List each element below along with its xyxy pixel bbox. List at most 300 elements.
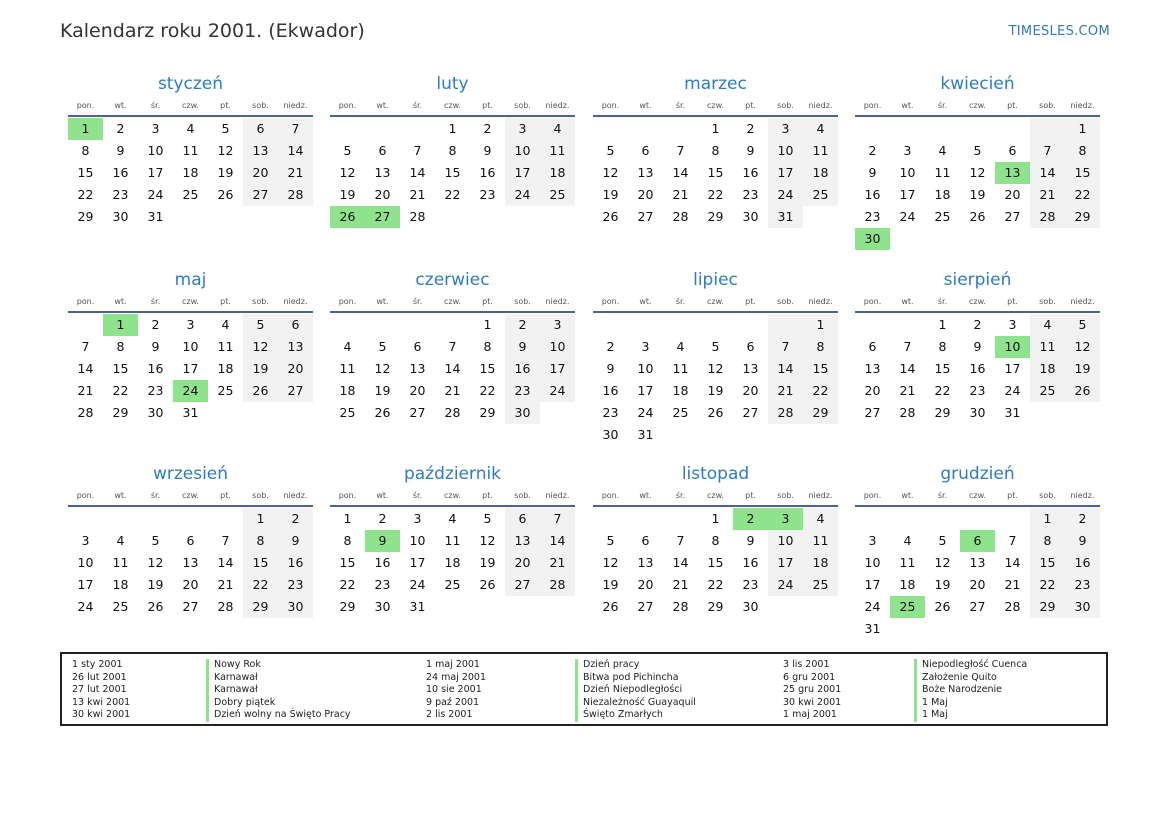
weekday-label: wt. (114, 101, 127, 110)
holiday-name: Niezależność Guayaquil (583, 696, 696, 708)
day-cell: 7 (221, 533, 230, 548)
day-cell: 27 (1004, 209, 1021, 224)
holiday-name: Dzień Niepodległości (583, 684, 683, 696)
empty-day-cell (995, 118, 1030, 140)
day-cell: 23 (112, 187, 129, 202)
day-cell: 28 (1030, 206, 1065, 228)
day-cell: 30 (742, 599, 759, 614)
day-cell: 5 (378, 339, 387, 354)
day-cell: 9 (973, 339, 982, 354)
day-cell: 12 (969, 165, 986, 180)
holiday-date: 2 lis 2001 (426, 709, 473, 721)
day-cell: 25 (444, 577, 461, 592)
day-cell: 31 (637, 427, 654, 442)
day-cell: 6 (278, 314, 313, 336)
holiday-day-cell: 24 (173, 380, 208, 402)
holiday-day-cell: 3 (768, 508, 803, 530)
day-cell: 12 (339, 165, 356, 180)
day-cell: 9 (1065, 530, 1100, 552)
day-cell: 29 (112, 405, 129, 420)
day-cell: 29 (243, 596, 278, 618)
holidays-list (60, 652, 1108, 726)
empty-day-cell (698, 314, 733, 336)
day-cell: 13 (409, 361, 426, 376)
day-cell: 4 (803, 118, 838, 140)
day-cell: 2 (151, 317, 160, 332)
day-cell: 8 (803, 336, 838, 358)
weekday-label: sob. (777, 297, 794, 306)
weekday-label: niedz. (1070, 491, 1095, 500)
site-link[interactable]: TIMESLES.COM (1008, 24, 1110, 39)
day-cell: 18 (182, 165, 199, 180)
weekday-label: sob. (1039, 491, 1056, 500)
day-cell: 9 (606, 361, 615, 376)
day-cell: 23 (479, 187, 496, 202)
day-cell: 1 (803, 314, 838, 336)
holiday-date: 13 kwi 2001 (72, 696, 131, 708)
weekday-label: pon. (338, 101, 357, 110)
month-name: luty (436, 74, 469, 94)
day-cell: 22 (77, 187, 94, 202)
day-cell: 8 (1065, 140, 1100, 162)
day-cell: 30 (505, 402, 540, 424)
day-cell: 15 (112, 361, 129, 376)
day-cell: 24 (1004, 383, 1021, 398)
holiday-name: Dzień wolny na Święto Pracy (214, 709, 351, 721)
day-cell: 17 (182, 361, 199, 376)
day-cell: 6 (746, 339, 755, 354)
day-cell: 23 (864, 209, 881, 224)
empty-day-cell (330, 314, 365, 336)
empty-day-cell (628, 314, 663, 336)
day-cell: 14 (278, 140, 313, 162)
day-cell: 21 (672, 187, 689, 202)
day-cell: 5 (243, 314, 278, 336)
weekday-label: sob. (1039, 101, 1056, 110)
holiday-name: Święto Zmarłych (583, 709, 663, 721)
weekday-label: wt. (901, 491, 914, 500)
month-name: wrzesień (152, 464, 229, 484)
day-cell: 7 (903, 339, 912, 354)
day-cell: 11 (899, 555, 916, 570)
day-cell: 10 (768, 530, 803, 552)
holiday-date: 3 lis 2001 (783, 659, 830, 670)
weekday-label: sob. (777, 491, 794, 500)
day-cell: 10 (77, 555, 94, 570)
day-cell: 28 (1004, 599, 1021, 614)
day-cell: 21 (77, 383, 94, 398)
month-block (68, 269, 313, 424)
day-cell: 29 (1030, 596, 1065, 618)
day-cell: 29 (707, 209, 724, 224)
day-cell: 3 (151, 121, 160, 136)
day-cell: 27 (505, 574, 540, 596)
weekday-label: pon. (338, 297, 357, 306)
day-cell: 12 (934, 555, 951, 570)
day-cell: 25 (540, 184, 575, 206)
holiday-name: Boże Narodzenie (922, 684, 1002, 696)
day-cell: 6 (243, 118, 278, 140)
weekday-label: wt. (901, 101, 914, 110)
day-cell: 14 (444, 361, 461, 376)
weekday-label: śr. (937, 491, 948, 500)
empty-day-cell (663, 118, 698, 140)
month-block (855, 73, 1100, 250)
day-cell: 20 (742, 383, 759, 398)
day-cell: 30 (602, 427, 619, 442)
empty-day-cell (435, 314, 470, 336)
empty-day-cell (628, 118, 663, 140)
day-cell: 14 (1030, 162, 1065, 184)
day-cell: 10 (899, 165, 916, 180)
weekday-label: pt. (482, 491, 493, 500)
day-cell: 1 (243, 508, 278, 530)
day-cell: 14 (409, 165, 426, 180)
day-cell: 16 (374, 555, 391, 570)
empty-day-cell (960, 508, 995, 530)
day-cell: 17 (768, 552, 803, 574)
month-name: lipiec (693, 270, 738, 290)
day-cell: 16 (742, 555, 759, 570)
day-cell: 31 (409, 599, 426, 614)
empty-day-cell (400, 314, 435, 336)
day-cell: 26 (147, 599, 164, 614)
day-cell: 16 (969, 361, 986, 376)
weekday-label: niedz. (283, 491, 308, 500)
weekday-label: czw. (707, 491, 724, 500)
holiday-day-cell: 9 (365, 530, 400, 552)
weekday-header (68, 487, 313, 507)
weekday-label: śr. (675, 491, 686, 500)
day-cell: 2 (1065, 508, 1100, 530)
day-cell: 2 (483, 121, 492, 136)
day-cell: 7 (448, 339, 457, 354)
weekday-label: czw. (182, 101, 199, 110)
day-cell: 23 (1065, 574, 1100, 596)
day-cell: 15 (339, 555, 356, 570)
day-cell: 21 (1004, 577, 1021, 592)
weekday-label: sob. (514, 101, 531, 110)
weekday-label: niedz. (545, 101, 570, 110)
day-cell: 19 (217, 165, 234, 180)
day-cell: 8 (81, 143, 90, 158)
day-cell: 29 (803, 402, 838, 424)
day-cell: 18 (899, 577, 916, 592)
day-cell: 5 (151, 533, 160, 548)
day-cell: 29 (479, 405, 496, 420)
day-cell: 20 (637, 577, 654, 592)
day-cell: 15 (1065, 162, 1100, 184)
day-cell: 2 (868, 143, 877, 158)
empty-day-cell (663, 508, 698, 530)
day-cell: 28 (409, 209, 426, 224)
weekday-header (855, 97, 1100, 117)
day-cell: 7 (768, 336, 803, 358)
day-cell: 22 (112, 383, 129, 398)
holiday-date: 9 paź 2001 (426, 696, 480, 708)
holiday-names-column (206, 659, 351, 722)
weekday-label: śr. (412, 491, 423, 500)
day-cell: 4 (803, 508, 838, 530)
day-cell: 6 (413, 339, 422, 354)
day-cell: 1 (711, 511, 720, 526)
day-cell: 18 (217, 361, 234, 376)
holiday-name: Karnawał (214, 684, 258, 696)
day-cell: 12 (1065, 336, 1100, 358)
holiday-day-cell: 2 (733, 508, 768, 530)
day-cell: 14 (672, 165, 689, 180)
day-cell: 7 (81, 339, 90, 354)
empty-day-cell (995, 508, 1030, 530)
holiday-day-cell: 1 (103, 314, 138, 336)
day-cell: 20 (969, 577, 986, 592)
day-cell: 4 (1030, 314, 1065, 336)
day-cell: 22 (1065, 184, 1100, 206)
holiday-names-column (575, 659, 696, 722)
empty-day-cell (733, 314, 768, 336)
day-cell: 28 (444, 405, 461, 420)
day-cell: 20 (409, 383, 426, 398)
day-cell: 1 (938, 317, 947, 332)
empty-day-cell (365, 118, 400, 140)
day-cell: 22 (479, 383, 496, 398)
day-cell: 17 (1004, 361, 1021, 376)
day-cell: 18 (934, 187, 951, 202)
day-cell: 9 (746, 533, 755, 548)
holiday-date: 24 maj 2001 (426, 671, 487, 683)
day-cell: 24 (540, 380, 575, 402)
day-cell: 26 (934, 599, 951, 614)
day-cell: 20 (243, 162, 278, 184)
day-cell: 16 (742, 165, 759, 180)
day-cell: 22 (707, 577, 724, 592)
day-cell: 9 (868, 165, 877, 180)
day-cell: 22 (803, 380, 838, 402)
month-block (330, 269, 575, 424)
day-cell: 26 (479, 577, 496, 592)
day-cell: 8 (1030, 530, 1065, 552)
day-cell: 24 (768, 184, 803, 206)
empty-day-cell (208, 508, 243, 530)
day-grid (68, 118, 313, 228)
day-cell: 30 (112, 209, 129, 224)
day-cell: 16 (864, 187, 881, 202)
day-cell: 21 (217, 577, 234, 592)
day-cell: 18 (112, 577, 129, 592)
day-cell: 3 (505, 118, 540, 140)
day-cell: 17 (505, 162, 540, 184)
weekday-label: śr. (937, 297, 948, 306)
empty-day-cell (890, 314, 925, 336)
day-cell: 15 (77, 165, 94, 180)
day-cell: 17 (540, 358, 575, 380)
day-grid (855, 508, 1100, 640)
day-cell: 28 (768, 402, 803, 424)
day-cell: 22 (339, 577, 356, 592)
weekday-header (855, 293, 1100, 313)
day-cell: 8 (116, 339, 125, 354)
day-cell: 1 (343, 511, 352, 526)
day-cell: 23 (278, 574, 313, 596)
day-cell: 25 (803, 574, 838, 596)
day-cell: 22 (707, 187, 724, 202)
holiday-day-cell: 27 (365, 206, 400, 228)
weekday-label: czw. (444, 297, 461, 306)
day-cell: 31 (182, 405, 199, 420)
month-name: październik (403, 464, 502, 484)
weekday-header (593, 487, 838, 507)
weekday-header (855, 487, 1100, 507)
empty-day-cell (855, 508, 890, 530)
day-cell: 5 (221, 121, 230, 136)
day-cell: 29 (934, 405, 951, 420)
empty-day-cell (68, 314, 103, 336)
day-cell: 19 (243, 358, 278, 380)
day-cell: 21 (1030, 184, 1065, 206)
empty-day-cell (925, 118, 960, 140)
day-cell: 18 (1030, 358, 1065, 380)
day-cell: 12 (602, 165, 619, 180)
day-cell: 9 (746, 143, 755, 158)
day-grid (330, 118, 575, 228)
day-cell: 21 (444, 383, 461, 398)
weekday-label: pon. (338, 491, 357, 500)
empty-day-cell (890, 508, 925, 530)
weekday-label: pt. (482, 101, 493, 110)
weekday-label: niedz. (545, 491, 570, 500)
day-cell: 21 (768, 380, 803, 402)
day-cell: 13 (374, 165, 391, 180)
empty-day-cell (103, 508, 138, 530)
day-cell: 30 (147, 405, 164, 420)
day-cell: 16 (278, 552, 313, 574)
day-cell: 5 (606, 143, 615, 158)
day-cell: 10 (182, 339, 199, 354)
day-cell: 17 (768, 162, 803, 184)
holiday-date: 26 lut 2001 (72, 671, 127, 683)
empty-day-cell (68, 508, 103, 530)
day-cell: 11 (444, 533, 461, 548)
day-cell: 4 (221, 317, 230, 332)
day-cell: 20 (278, 358, 313, 380)
day-cell: 6 (186, 533, 195, 548)
day-cell: 3 (641, 339, 650, 354)
day-grid (593, 118, 838, 228)
weekday-label: pt. (1007, 297, 1018, 306)
weekday-label: niedz. (808, 491, 833, 500)
day-cell: 31 (768, 206, 803, 228)
day-cell: 11 (803, 140, 838, 162)
day-cell: 6 (641, 533, 650, 548)
day-cell: 14 (540, 530, 575, 552)
day-cell: 8 (711, 533, 720, 548)
day-cell: 2 (606, 339, 615, 354)
day-grid (330, 508, 575, 618)
weekday-label: czw. (444, 491, 461, 500)
holiday-date: 1 sty 2001 (72, 659, 123, 670)
holiday-name: Założenie Quito (922, 671, 997, 683)
day-cell: 24 (147, 187, 164, 202)
day-cell: 27 (182, 599, 199, 614)
day-cell: 17 (77, 577, 94, 592)
day-cell: 14 (1004, 555, 1021, 570)
weekday-label: śr. (675, 101, 686, 110)
day-cell: 30 (374, 599, 391, 614)
day-cell: 1 (448, 121, 457, 136)
weekday-label: pon. (863, 297, 882, 306)
day-cell: 28 (672, 599, 689, 614)
weekday-label: wt. (639, 297, 652, 306)
day-cell: 6 (1008, 143, 1017, 158)
day-cell: 4 (903, 533, 912, 548)
day-cell: 3 (81, 533, 90, 548)
day-cell: 5 (1065, 314, 1100, 336)
holiday-name: 1 Maj (922, 709, 948, 721)
weekday-label: śr. (675, 297, 686, 306)
weekday-label: czw. (444, 101, 461, 110)
weekday-label: śr. (150, 297, 161, 306)
day-cell: 11 (217, 339, 234, 354)
day-cell: 27 (637, 599, 654, 614)
day-cell: 29 (339, 599, 356, 614)
day-cell: 1 (483, 317, 492, 332)
day-cell: 15 (444, 165, 461, 180)
day-cell: 28 (77, 405, 94, 420)
holiday-day-cell: 13 (995, 162, 1030, 184)
weekday-label: pon. (601, 101, 620, 110)
month-name: listopad (681, 464, 750, 484)
day-cell: 19 (1065, 358, 1100, 380)
day-cell: 26 (602, 599, 619, 614)
day-cell: 10 (147, 143, 164, 158)
day-cell: 30 (969, 405, 986, 420)
day-cell: 31 (864, 621, 881, 636)
day-grid (593, 314, 838, 446)
day-cell: 18 (672, 383, 689, 398)
day-cell: 24 (768, 574, 803, 596)
day-cell: 2 (116, 121, 125, 136)
day-cell: 16 (505, 358, 540, 380)
day-cell: 4 (116, 533, 125, 548)
holiday-name: Dzień pracy (583, 659, 640, 670)
day-cell: 4 (186, 121, 195, 136)
weekday-label: pon. (863, 101, 882, 110)
weekday-label: pon. (863, 491, 882, 500)
empty-day-cell (330, 118, 365, 140)
weekday-label: niedz. (283, 297, 308, 306)
empty-day-cell (628, 508, 663, 530)
day-cell: 17 (147, 165, 164, 180)
day-cell: 7 (676, 143, 685, 158)
weekday-label: pt. (482, 297, 493, 306)
empty-day-cell (365, 314, 400, 336)
weekday-label: niedz. (1070, 297, 1095, 306)
weekday-label: wt. (639, 491, 652, 500)
day-cell: 15 (479, 361, 496, 376)
month-block (855, 269, 1100, 424)
day-cell: 19 (707, 383, 724, 398)
day-cell: 23 (374, 577, 391, 592)
day-cell: 26 (217, 187, 234, 202)
weekday-label: sob. (514, 491, 531, 500)
day-cell: 10 (768, 140, 803, 162)
day-cell: 9 (278, 530, 313, 552)
weekday-label: czw. (969, 491, 986, 500)
holiday-day-cell: 10 (995, 336, 1030, 358)
day-cell: 27 (409, 405, 426, 420)
month-block (593, 73, 838, 228)
holiday-date: 6 gru 2001 (783, 671, 836, 683)
